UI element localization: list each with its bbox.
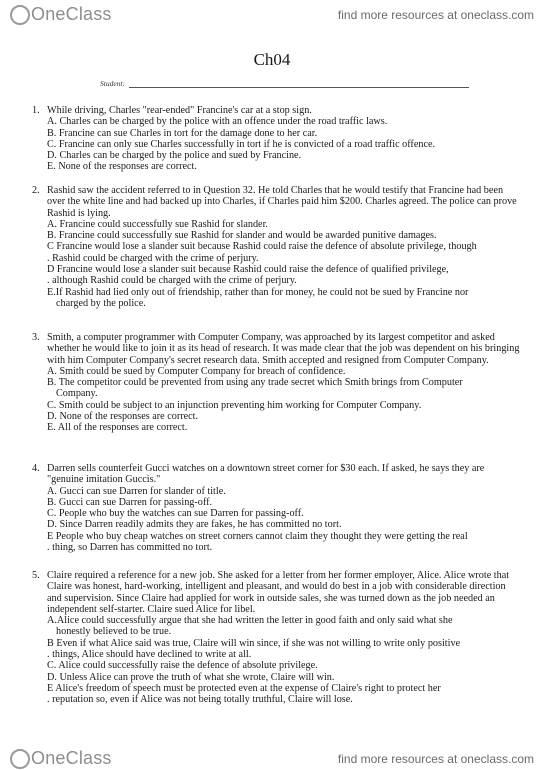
option: C. Francine can only sue Charles successfully in tort if he is convicted of a road traffic offence. — [47, 138, 436, 150]
resources-link[interactable]: find more resources at oneclass.com — [337, 8, 534, 22]
option: E. None of the responses are correct. — [47, 161, 197, 173]
option: A. Gucci can sue Darren for slander of title. — [47, 485, 226, 497]
option: A.Alice could successfully argue that she had written the letter in good faith and only said what she — [47, 615, 453, 627]
option: . things, Alice should have declined to write at all. — [47, 649, 252, 661]
option: . reputation so, even if Alice was not being totally truthful, Claire will lose. — [47, 694, 353, 706]
question-3 — [32, 332, 522, 434]
option: D Francine would lose a slander suit because Rashid could raise the defence of qualified privilege, — [47, 264, 449, 276]
question-number: 4. — [32, 463, 40, 474]
option: B. Francine could successfully sue Rashid for slander and would be awarded punitive damages. — [47, 230, 437, 242]
option: E People who buy cheap watches on street corners cannot claim they thought they were getting the real — [47, 530, 468, 542]
question-5 — [32, 570, 522, 706]
option: A. Charles can be charged by the police with an offence under the road traffic laws. — [47, 116, 388, 128]
resources-link[interactable]: find more resources at oneclass.com — [337, 752, 534, 766]
option-continued: Company. — [56, 388, 98, 400]
option: C. Alice could successfully raise the defence of absolute privilege. — [47, 660, 318, 672]
option: C. Smith could be subject to an injunction preventing him working for Computer Company. — [47, 399, 422, 411]
option: E.If Rashid had lied only out of friendship, rather than for money, he could not be sued by Francine nor — [47, 286, 469, 298]
option: D. Since Darren readily admits they are fakes, he has committed no tort. — [47, 519, 342, 531]
option-continued: charged by the police. — [56, 297, 146, 309]
question-stem: Smith, a computer programmer with Computer Company, was approached by its largest competitor and asked whether he would like to join it as its head of research. It was made clear that the job was dependent on his bringing with him Computer Company's secret research data. Smith accepted and resigned from Computer Company. — [47, 332, 520, 366]
logo-text: OneClass — [31, 748, 112, 768]
option-continued: honestly believed to be true. — [56, 626, 172, 638]
question-number: 1. — [32, 105, 40, 116]
option: A. Francine could successfully sue Rashid for slander. — [47, 218, 268, 230]
option: B. Francine can sue Charles in tort for the damage done to her car. — [47, 127, 318, 139]
oneclass-logo[interactable] — [10, 748, 112, 769]
question-stem: While driving, Charles "rear-ended" Francine's car at a stop sign. — [47, 105, 312, 116]
option: E. All of the responses are correct. — [47, 422, 188, 434]
option: . Rashid could be charged with the crime of perjury. — [47, 252, 259, 264]
question-2 — [32, 185, 522, 309]
option: . although Rashid could be charged with the crime of perjury. — [47, 275, 297, 287]
option: B. The competitor could be prevented from using any trade secret which Smith brings from Computer — [47, 377, 463, 389]
student-line — [129, 81, 469, 88]
logo-text: OneClass — [31, 4, 112, 24]
option: D. None of the responses are correct. — [47, 411, 199, 423]
question-stem: Rashid saw the accident referred to in Question 32. He told Charles that he would testify that Francine had been over the white line and had backed up into Charles, if Charles paid him $200. Charles agreed. The police can prove Rashid is lying. — [47, 185, 517, 219]
question-number: 3. — [32, 332, 40, 343]
bottom-banner — [0, 746, 544, 770]
page-title: Ch04 — [253, 50, 291, 69]
question-4 — [32, 463, 522, 553]
logo-circle-icon — [10, 749, 30, 769]
option: A. Smith could be sued by Computer Company for breach of confidence. — [47, 365, 346, 377]
question-stem: Darren sells counterfeit Gucci watches on a downtown street corner for $30 each. If asked, he says they are "genuine imitation Guccis." — [47, 463, 485, 486]
question-number: 5. — [32, 570, 40, 581]
student-field — [100, 79, 469, 88]
option: B Even if what Alice said was true, Claire will win since, if she was not willing to write only positive — [47, 637, 461, 649]
oneclass-logo[interactable] — [10, 4, 112, 25]
student-label: Student: — [100, 79, 125, 88]
top-banner — [0, 0, 544, 30]
question-1 — [32, 105, 522, 173]
question-stem: Claire required a reference for a new job. She asked for a letter from her former employer, Alice. Alice wrote that Claire was honest, hard-working, intelligent and pleasant, and would do best in a job with considerable direction and supervision. Since Claire had applied for work in outside sales, she was turned down as the job needed an independent self-starter. Claire sued Alice for libel. — [47, 570, 510, 615]
option: D. Unless Alice can prove the truth of what she wrote, Claire will win. — [47, 671, 335, 683]
question-number: 2. — [32, 185, 40, 196]
option: C. People who buy the watches can sue Darren for passing-off. — [47, 508, 304, 520]
option: C Francine would lose a slander suit because Rashid could raise the defence of absolute privilege, though — [47, 241, 477, 253]
option: B. Gucci can sue Darren for passing-off. — [47, 496, 213, 508]
logo-circle-icon — [10, 5, 30, 25]
option: . thing, so Darren has committed no tort. — [47, 542, 213, 554]
option: D. Charles can be charged by the police and sued by Francine. — [47, 150, 302, 162]
option: E Alice's freedom of speech must be protected even at the expense of Claire's right to protect her — [47, 682, 441, 694]
